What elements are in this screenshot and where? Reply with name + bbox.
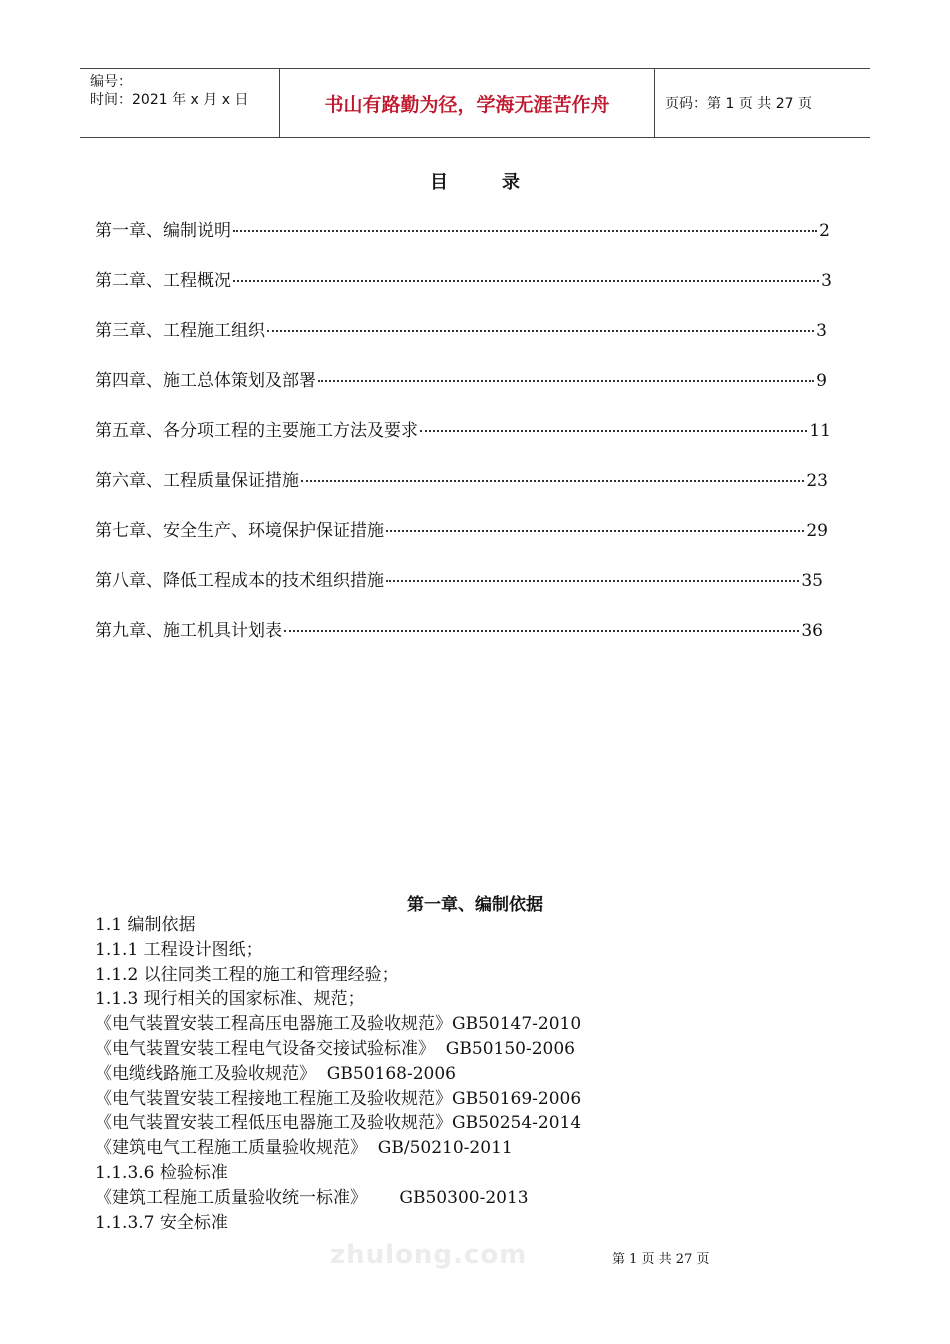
toc-entry-title: 第五章、各分项工程的主要施工方法及要求 <box>95 421 418 441</box>
standard-line: 《电气装置安装工程高压电器施工及验收规范》GB50147-2010 <box>95 1014 582 1035</box>
chapter-title: 第一章、编制依据 <box>407 895 543 915</box>
toc-entry-title: 第一章、编制说明 <box>95 221 231 241</box>
standard-line: 《电缆线路施工及验收规范》 GB50168-2006 <box>95 1063 456 1084</box>
toc-entry-title: 第九章、施工机具计划表 <box>95 621 282 641</box>
standard-line: 《建筑电气工程施工质量验收规范》 GB/50210-2011 <box>95 1138 513 1159</box>
toc-title <box>0 168 950 194</box>
toc-entry-page: 3 <box>816 321 827 341</box>
toc-entry[interactable] <box>95 216 830 266</box>
toc-entry[interactable] <box>95 616 823 666</box>
time-label: 时间：2021 年 x 月 x 日 <box>90 92 249 108</box>
toc-entry-page: 2 <box>819 221 830 241</box>
standard-line: 《电气装置安装工程电气设备交接试验标准》 GB50150-2006 <box>95 1038 575 1059</box>
body-line: 1.1.3 现行相关的国家标准、规范； <box>95 989 365 1010</box>
toc-leader <box>284 630 799 632</box>
table-of-contents <box>95 216 835 666</box>
document-header <box>80 68 870 138</box>
chapter-body <box>95 913 855 1235</box>
header-motto: 书山有路勤为径，学海无涯苦作舟 <box>280 69 655 137</box>
toc-title-part-a: 目 <box>430 172 448 193</box>
header-meta <box>80 69 280 137</box>
toc-entry-page: 23 <box>806 471 828 491</box>
body-line: 1.1.1 工程设计图纸； <box>95 939 263 960</box>
toc-entry-title: 第四章、施工总体策划及部署 <box>95 371 316 391</box>
watermark: zhulong.com <box>330 1240 528 1270</box>
toc-leader <box>386 530 804 532</box>
toc-entry-page: 11 <box>809 421 831 441</box>
toc-entry[interactable] <box>95 416 831 466</box>
toc-entry[interactable] <box>95 466 828 516</box>
toc-entry[interactable] <box>95 266 832 316</box>
toc-leader <box>301 480 804 482</box>
body-line: 1.1 编制依据 <box>95 915 196 935</box>
footer-page-number: 第 1 页 共 27 页 <box>612 1252 710 1267</box>
body-line: 1.1.3.6 检验标准 <box>95 1162 228 1183</box>
standard-line: 《电气装置安装工程接地工程施工及验收规范》GB50169-2006 <box>95 1088 582 1109</box>
standard-line: 《电气装置安装工程低压电器施工及验收规范》GB50254-2014 <box>95 1113 582 1134</box>
toc-entry-title: 第三章、工程施工组织 <box>95 321 265 341</box>
standard-line: 《建筑工程施工质量验收统一标准》 GB50300-2013 <box>95 1187 529 1208</box>
toc-entry-page: 35 <box>801 571 823 591</box>
toc-entry[interactable] <box>95 316 827 366</box>
toc-leader <box>233 230 817 232</box>
number-label: 编号： <box>90 74 132 90</box>
toc-entry-title: 第六章、工程质量保证措施 <box>95 471 299 491</box>
toc-leader <box>233 280 819 282</box>
toc-title-part-b: 录 <box>502 172 520 193</box>
toc-entry-title: 第二章、工程概况 <box>95 271 231 291</box>
toc-entry-page: 29 <box>806 521 828 541</box>
toc-leader <box>420 430 807 432</box>
toc-leader <box>318 380 814 382</box>
body-line: 1.1.2 以往同类工程的施工和管理经验； <box>95 964 399 985</box>
body-line: 1.1.3.7 安全标准 <box>95 1212 228 1233</box>
header-page-info: 页码：第 1 页 共 27 页 <box>665 96 812 112</box>
toc-entry-page: 3 <box>821 271 832 291</box>
toc-entry[interactable] <box>95 366 827 416</box>
toc-entry-title: 第八章、降低工程成本的技术组织措施 <box>95 571 384 591</box>
toc-entry-title: 第七章、安全生产、环境保护保证措施 <box>95 521 384 541</box>
toc-entry-page: 9 <box>816 371 827 391</box>
toc-entry-page: 36 <box>801 621 823 641</box>
toc-leader <box>267 330 814 332</box>
toc-leader <box>386 580 799 582</box>
toc-entry[interactable] <box>95 566 823 616</box>
toc-entry[interactable] <box>95 516 828 566</box>
